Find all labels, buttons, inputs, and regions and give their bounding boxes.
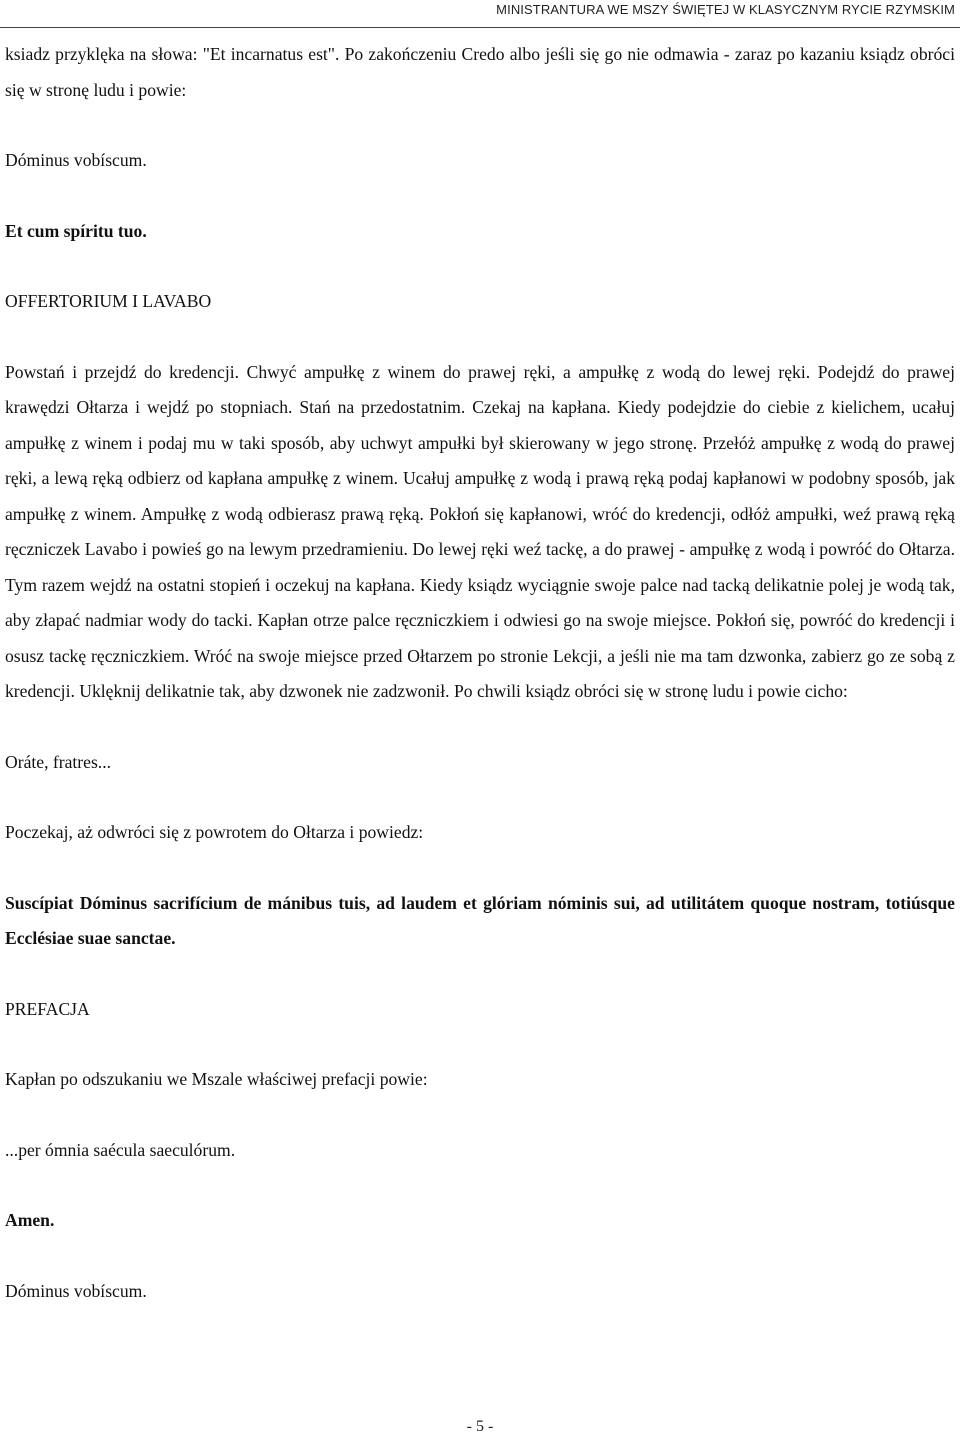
page-number: - 5 - <box>466 1418 494 1435</box>
offertorium-paragraph: Powstań i przejdź do kredencji. Chwyć ampułkę z winem do prawej ręki, a ampułkę z wodą do lewej ręki. Podejdź do prawej krawędzi Ołtarza i wejdź po stopniach. Stań na przedostatnim. Czekaj na kapłana. Kiedy podejdzie do ciebie z kielichem, ucałuj ampułkę z winem i podaj mu w taki sposób, aby uchwyt ampułki był skierowany w jego stronę. Przełóż ampułkę z wodą do prawej ręki, a lewą ręką odbierz od kapłana ampułkę z winem. Ucałuj ampułkę z wodą i prawą ręką podaj kapłanowi w podobny sposób, jak ampułkę z winem. Ampułkę z wodą odbierasz prawą ręką. Pokłoń się kapłanowi, wróć do kredencji, odłóż ampułki, weź prawą ręką ręczniczek Lavabo i powieś go na lewym przedramieniu. Do lewej ręki weź tackę, a do prawej - ampułkę z wodą i powróć do Ołtarza. Tym razem wejdź na ostatni stopień i oczekuj na kapłana. Kiedy ksiądz wyciągnie swoje palce nad tacką delikatnie polej je wodą tak, aby złapać nadmiar wody do tacki. Kapłan otrze palce ręczniczkiem i odwiesi go na swoje miejsce. Pokłoń się, powróć do kredencji i osusz tackę ręczniczkiem. Wróć na swoje miejsce przed Ołtarzem po stronie Lekcji, a jeśli nie ma tam dzwonka, zabierz go ze sobą z kredencji. Uklęknij delikatnie tak, aby dzwonek nie zadzwonił. Po chwili ksiądz obróci się w stronę ludu i powie cicho: <box>5 361 955 701</box>
section-heading-prefacja: PREFACJA <box>5 998 90 1019</box>
header-rule <box>0 27 960 28</box>
document-body <box>5 37 955 1344</box>
server-response: Et cum spíritu tuo. <box>5 220 147 241</box>
running-header: MINISTRANTURA WE MSZY ŚWIĘTEJ W KLASYCZNYM RYCIE RZYMSKIM <box>496 2 955 17</box>
section-heading-offertorium: OFFERTORIUM I LAVABO <box>5 291 212 311</box>
priest-per-omnia: ...per ómnia saécula saeculórum. <box>5 1139 236 1160</box>
priest-greeting: Dóminus vobíscum. <box>5 150 147 170</box>
priest-orate-fratres: Oráte, fratres... <box>5 751 111 772</box>
server-response-suscipiat: Suscípiat Dóminus sacrifícium de mánibus tuis, ad laudem et glóriam nóminis sui, ad utilitátem quoque nostram, totiúsque Ecclésiae suae sanctae. <box>5 892 955 948</box>
server-response-amen: Amen. <box>5 1210 55 1230</box>
priest-greeting-2: Dóminus vobíscum. <box>5 1280 147 1301</box>
instruction-wait: Poczekaj, aż odwróci się z powrotem do Ołtarza i powiedz: <box>5 822 424 842</box>
prefacja-instruction: Kapłan po odszukaniu we Mszale właściwej prefacji powie: <box>5 1069 428 1089</box>
intro-paragraph: ksiadz przyklęka na słowa: "Et incarnatus est". Po zakończeniu Credo albo jeśli się go nie odmawia - zaraz po kazaniu ksiądz obróci się w stronę ludu i powie: <box>5 44 955 100</box>
